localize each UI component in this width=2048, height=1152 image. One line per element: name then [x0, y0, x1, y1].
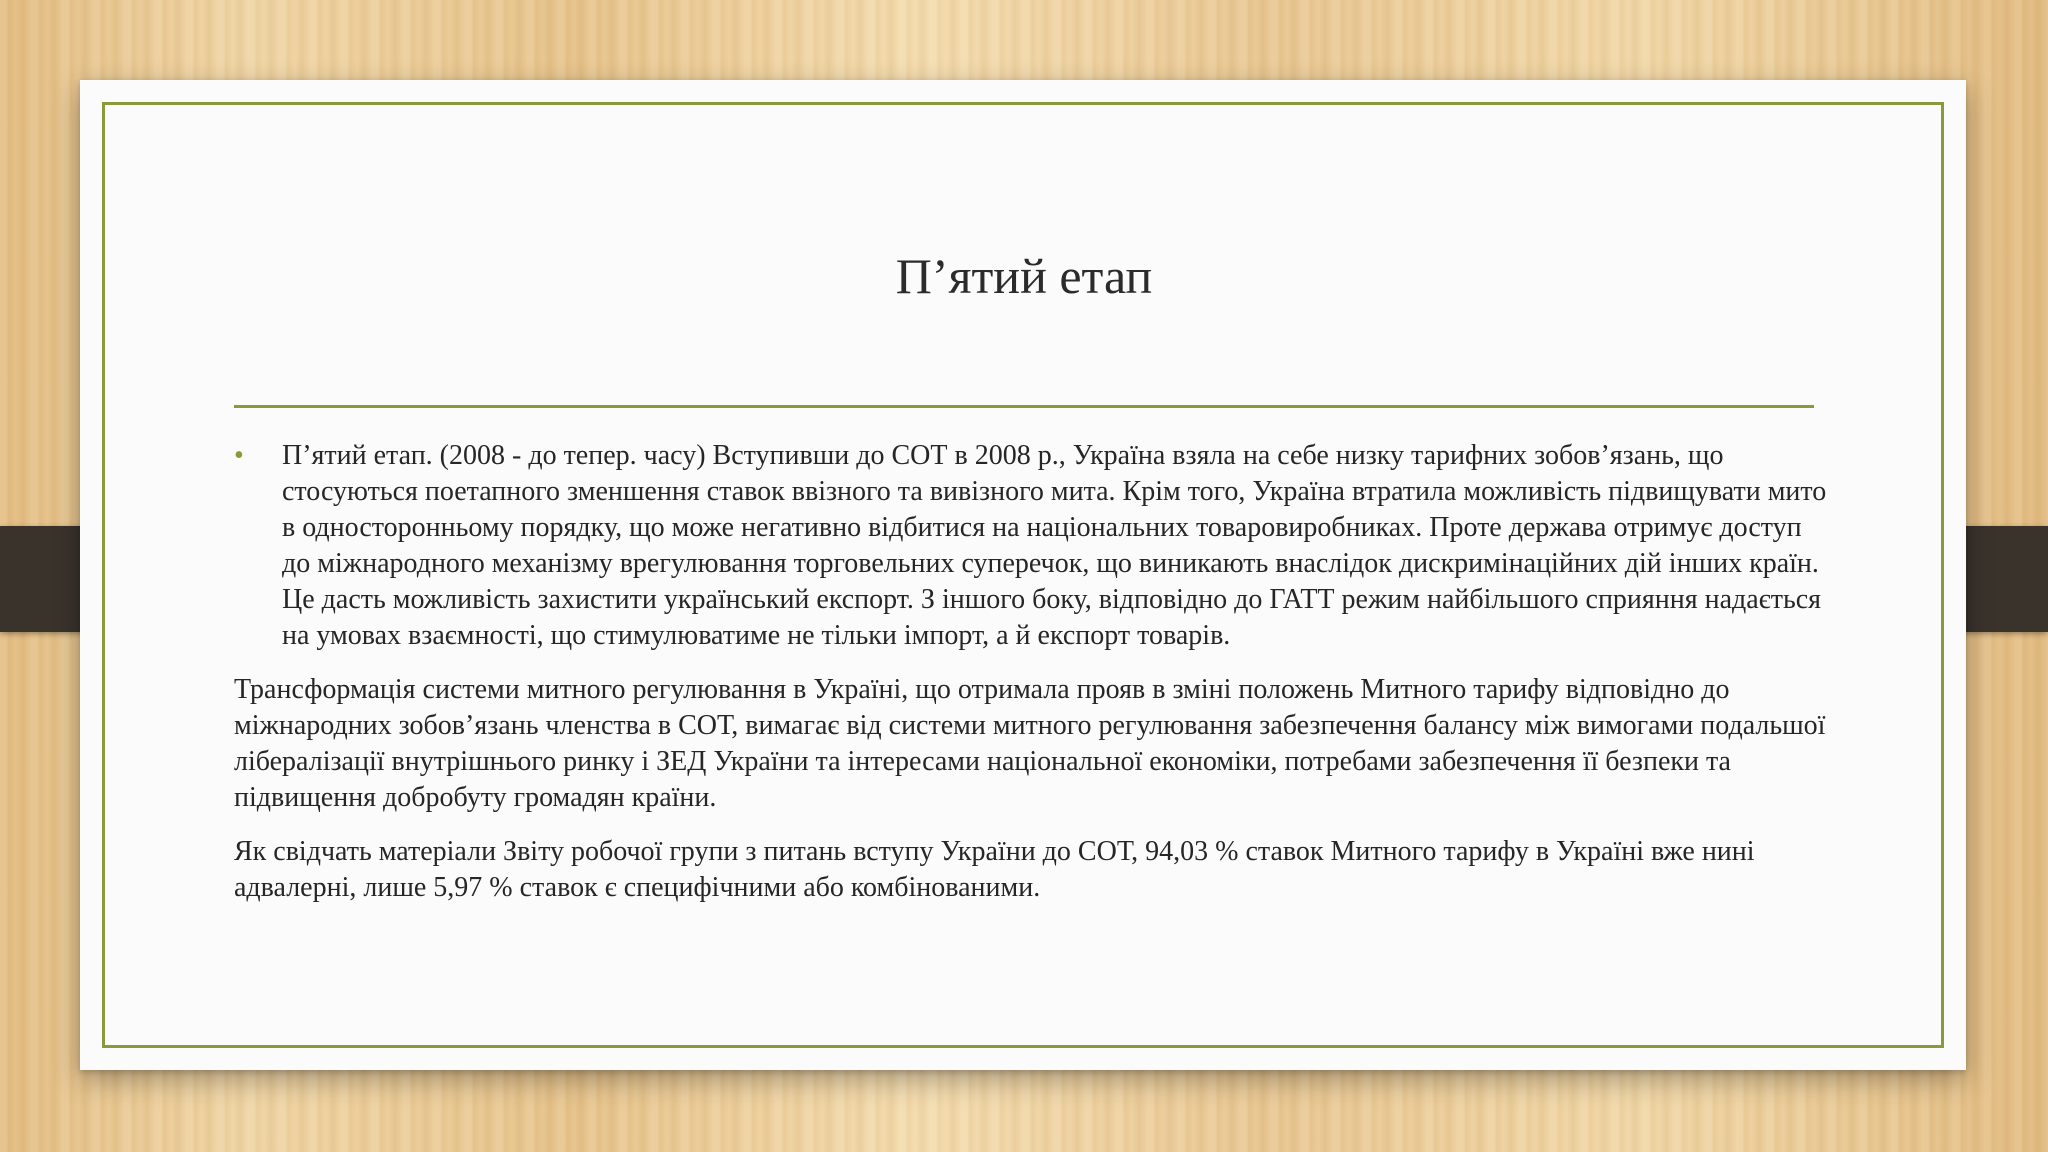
slide-content	[234, 438, 1834, 924]
paragraph-transformation: Трансформація системи митного регулювання в Україні, що отримала прояв в зміні положень Митного тарифу відповідно до міжнародних зобов’язань членства в СОТ, вимагає від системи митного регулювання забезпечення балансу між вимогами подальшої лібералізації внутрішнього ринку і ЗЕД України та інтересами національної економіки, потребами забезпечення її безпеки та підвищення добробуту громадян країни.	[234, 674, 1826, 813]
bullet-text: П’ятий етап. (2008 - до тепер. часу) Вступивши до СОТ в 2008 р., Україна взяла на себе низку тарифних зобов’язань, що стосуються поетапного зменшення ставок ввізного та вивізного мита. Крім того, Україна втратила можливість підвищувати мито в односторонньому порядку, що може негативно відбитися на національних товаровиробниках. Проте держава отримує доступ до міжнародного механізму врегулювання торговельних суперечок, що виникають внаслідок дискримінаційних дій інших країн. Це дасть можливість захистити український експорт. З іншого боку, відповідно до ГАТТ режим найбільшого сприяння надається на умовах взаємності, що стимулюватиме не тільки імпорт, а й експорт товарів.	[282, 440, 1827, 651]
slide-title: П’ятий етап	[895, 248, 1153, 304]
title-divider	[234, 405, 1814, 408]
bullet-marker: •	[234, 440, 244, 471]
paragraph-statistics: Як свідчать матеріали Звіту робочої групи з питань вступу України до СОТ, 94,03 % ставок Митного тарифу в Україні вже нині адвалерні, лише 5,97 % ставок є специфічними або комбінованими.	[234, 836, 1755, 903]
bullet-item	[234, 438, 1834, 654]
